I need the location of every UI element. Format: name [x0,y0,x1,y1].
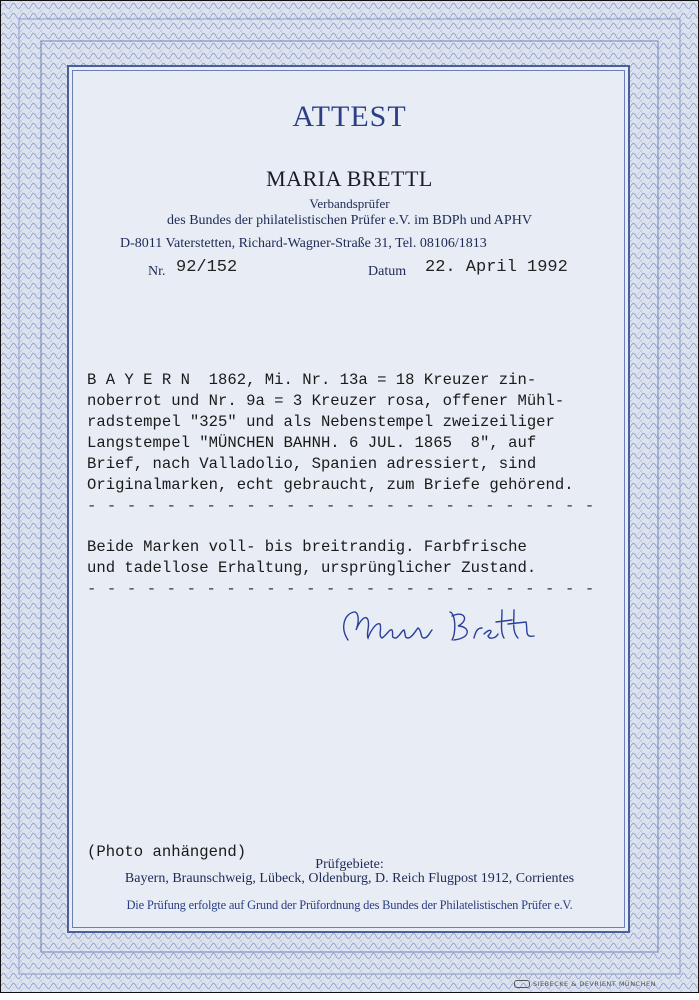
pruefgebiete-label: Prüfgebiete: [315,857,384,872]
description-separator: - - - - - - - - - - - - - - - - - - - - - - - - - - [87,497,595,515]
description-line-6: Originalmarken, echt gebraucht, zum Briefe gehörend. [87,476,574,494]
printer-imprint [514,980,656,988]
address-line: D-8011 Vaterstetten, Richard-Wagner-Straße 31, Tel. 08106/1813 [120,236,487,251]
association-line: des Bundes der philatelistischen Prüfer e.V. im BDPh und APHV [167,213,532,228]
examiner-role: Verbandsprüfer [309,196,390,211]
description-line-3: radstempel "325" und als Nebenstempel zweizeiliger [87,413,555,431]
date-label: Datum [368,264,407,279]
description-line-4: Langstempel "MÜNCHEN BAHNH. 6 JUL. 1865 8", auf [87,434,537,452]
condition-separator: - - - - - - - - - - - - - - - - - - - - - - - - - - [87,580,595,598]
certificate-number-label: Nr. [148,264,166,279]
description-line-5: Brief, nach Valladolio, Spanien adressiert, sind [87,455,537,473]
description-line-1: B A Y E R N 1862, Mi. Nr. 13a = 18 Kreuzer zin- [87,371,537,389]
handwritten-signature [330,598,560,658]
photo-note: (Photo anhängend) [87,843,247,861]
page-title: ATTEST [292,100,407,133]
pruefordnung-note: Die Prüfung erfolgte auf Grund der Prüfordnung des Bundes der Philatelistischen Prüfer e.V. [126,898,573,912]
examiner-name: MARIA BRETTL [266,166,433,191]
printer-name: SIEBECKE & DEVRIENT MÜNCHEN [533,980,656,988]
printer-logo-icon [514,980,530,988]
description-line-2: noberrot und Nr. 9a = 3 Kreuzer rosa, offener Mühl- [87,392,565,410]
certificate-date: 22. April 1992 [425,258,568,277]
pruefgebiete-list: Bayern, Braunschweig, Lübeck, Oldenburg, D. Reich Flugpost 1912, Corrientes [124,871,575,886]
condition-line-2: und tadellose Erhaltung, ursprünglicher Zustand. [87,559,537,577]
certificate-number: 92/152 [176,258,238,277]
condition-line-1: Beide Marken voll- bis breitrandig. Farbfrische [87,538,527,556]
